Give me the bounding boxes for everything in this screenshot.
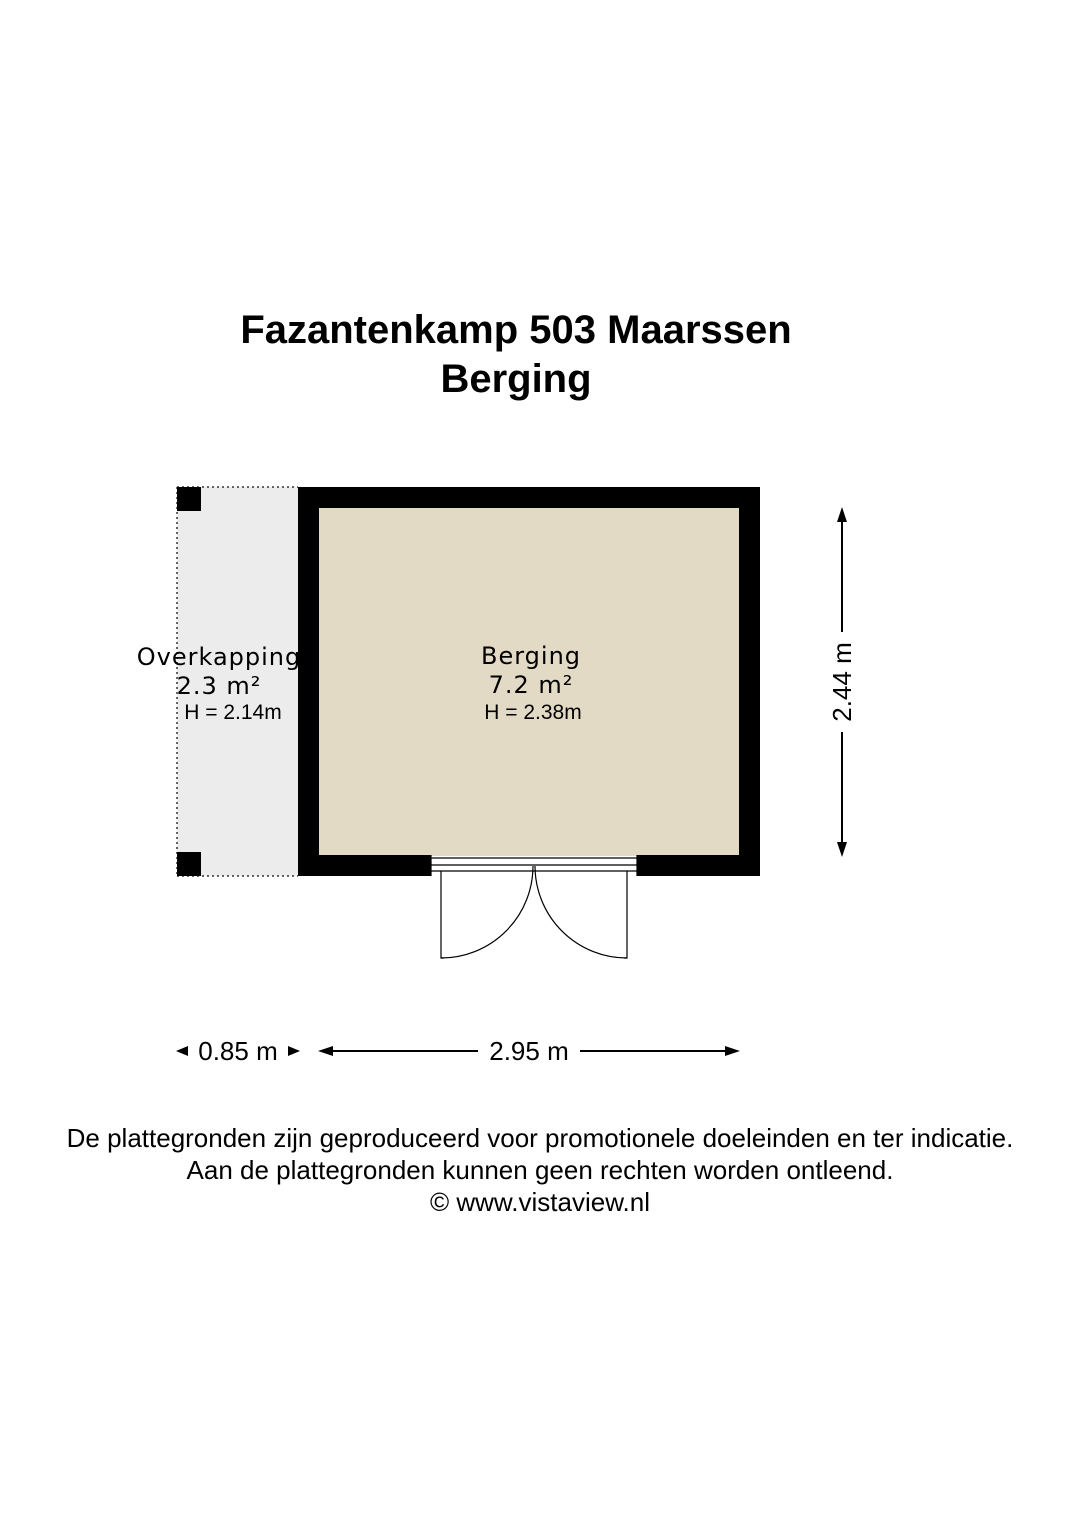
arrow-left-icon <box>176 1046 188 1056</box>
berging-height: H = 2.38m <box>484 701 582 724</box>
arrow-right-icon <box>725 1046 740 1056</box>
disclaimer-line-2: Aan de plattegronden kunnen geen rechten worden ontleend. <box>186 1155 894 1185</box>
wall-right <box>739 487 760 876</box>
overkapping-post-bottom <box>177 852 201 876</box>
door-swing-left <box>441 866 533 958</box>
overkapping-name: Overkapping <box>136 643 302 671</box>
door-leaf-left <box>441 871 444 958</box>
overkapping-height: H = 2.14m <box>184 701 282 724</box>
double-door <box>441 866 627 958</box>
door-swing-right <box>535 866 627 958</box>
page-subtitle: Berging <box>440 357 592 401</box>
dimension-vertical-label: 2.44 m <box>827 642 857 722</box>
vertical-dimension <box>827 507 857 857</box>
berging-name: Berging <box>480 642 582 670</box>
arrow-down-icon <box>837 842 847 857</box>
dimension-main-label: 2.95 m <box>489 1036 569 1066</box>
door-threshold <box>431 855 637 876</box>
wall-left <box>298 487 319 876</box>
arrow-up-icon <box>837 507 847 522</box>
wall-top <box>298 487 760 508</box>
wall-bottom-right <box>637 855 760 876</box>
horizontal-dimension-main <box>318 1036 740 1066</box>
horizontal-dimension-left <box>176 1036 300 1066</box>
disclaimer-line-1: De plattegronden zijn geproduceerd voor promotionele doeleinden en ter indicatie. <box>66 1123 1014 1153</box>
arrow-right-icon <box>288 1046 300 1056</box>
berging-area: 7.2 m² <box>488 671 574 699</box>
arrow-left-icon <box>318 1046 333 1056</box>
overkapping-post-top <box>177 487 201 511</box>
overkapping-area: 2.3 m² <box>176 672 262 700</box>
copyright-line: © www.vistaview.nl <box>430 1187 650 1217</box>
dimension-left-label: 0.85 m <box>198 1036 278 1066</box>
page-title: Fazantenkamp 503 Maarssen <box>240 308 792 352</box>
door-leaf-right <box>624 871 627 958</box>
wall-bottom-left <box>298 855 431 876</box>
